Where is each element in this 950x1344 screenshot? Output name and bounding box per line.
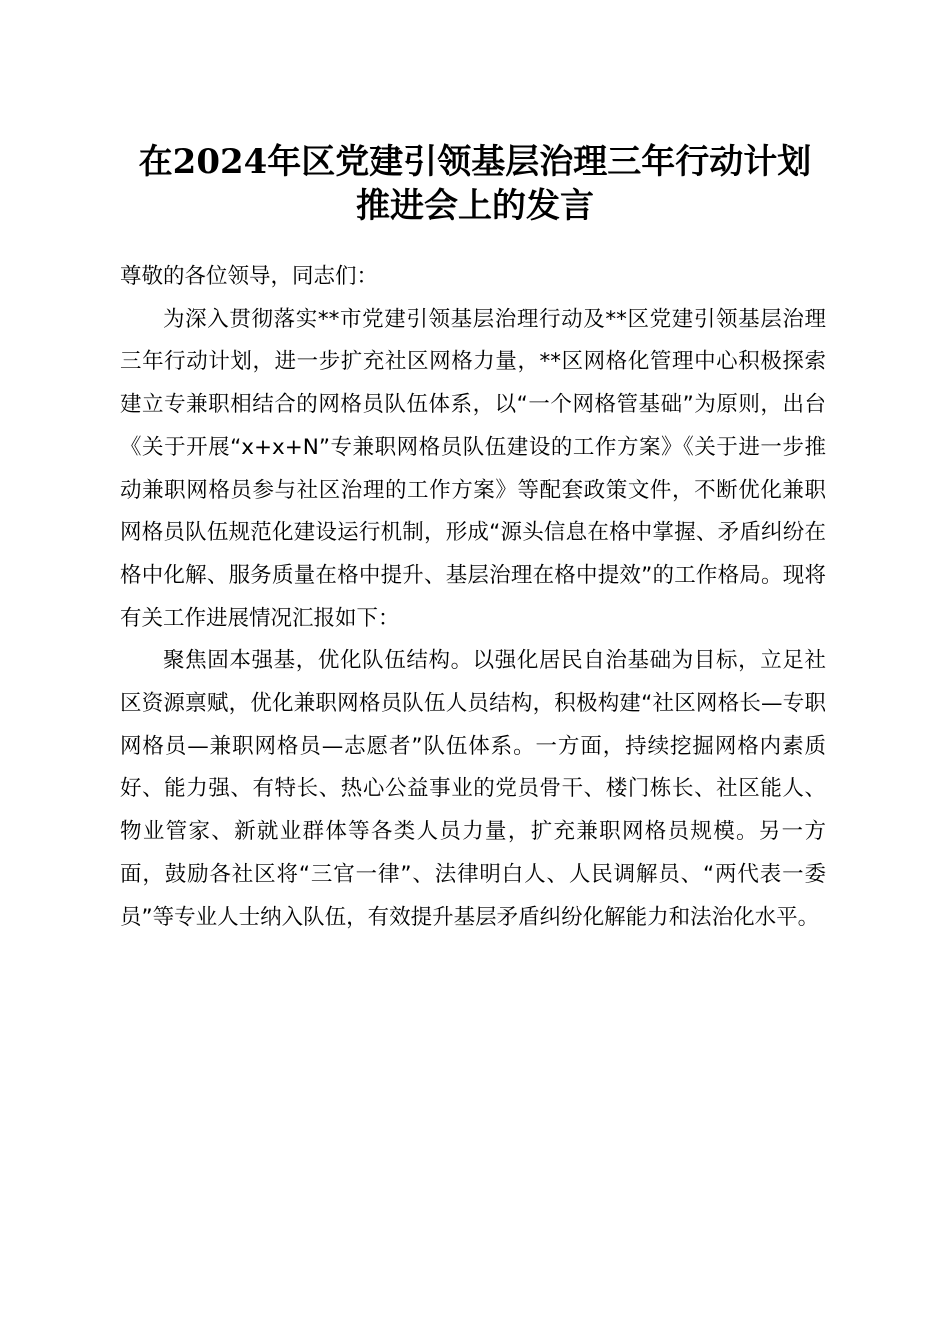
document-title-line-1: 在2024年区党建引领基层治理三年行动计划 [138, 142, 812, 182]
paragraph-intro: 为深入贯彻落实**市党建引领基层治理行动及**区党建引领基层治理三年行动计划，进一步扩充社区网格力量，**区网格化管理中心积极探索建立专兼职相结合的网格员队伍体系，以“一个网格管基础”为原则，出台《关于开展“x+x+N”专兼职网格员队伍建设的工作方案》《关于进一步推动兼职网格员参与社区治理的工作方案》等配套政策文件，不断优化兼职网格员队伍规范化建设运行机制，形成“源头信息在格中掌握、矛盾纠纷在格中化解、服务质量在格中提升、基层治理在格中提效”的工作格局。现将有关工作进展情况汇报如下： [120, 306, 826, 631]
salutation: 尊敬的各位领导，同志们： [120, 264, 379, 289]
document-body [120, 256, 826, 939]
document-title-line-2: 推进会上的发言 [356, 186, 594, 226]
paragraph-team-structure: 聚焦固本强基，优化队伍结构。以强化居民自治基础为目标，立足社区资源禀赋，优化兼职网格员队伍人员结构，积极构建“社区网格长—专职网格员—兼职网格员—志愿者”队伍体系。一方面，持续挖掘网格内素质好、能力强、有特长、热心公益事业的党员骨干、楼门栋长、社区能人、物业管家、新就业群体等各类人员力量，扩充兼职网格员规模。另一方面，鼓励各社区将“三官一律”、法律明白人、人民调解员、“两代表一委员”等专业人士纳入队伍，有效提升基层矛盾纠纷化解能力和法治化水平。 [120, 648, 826, 930]
